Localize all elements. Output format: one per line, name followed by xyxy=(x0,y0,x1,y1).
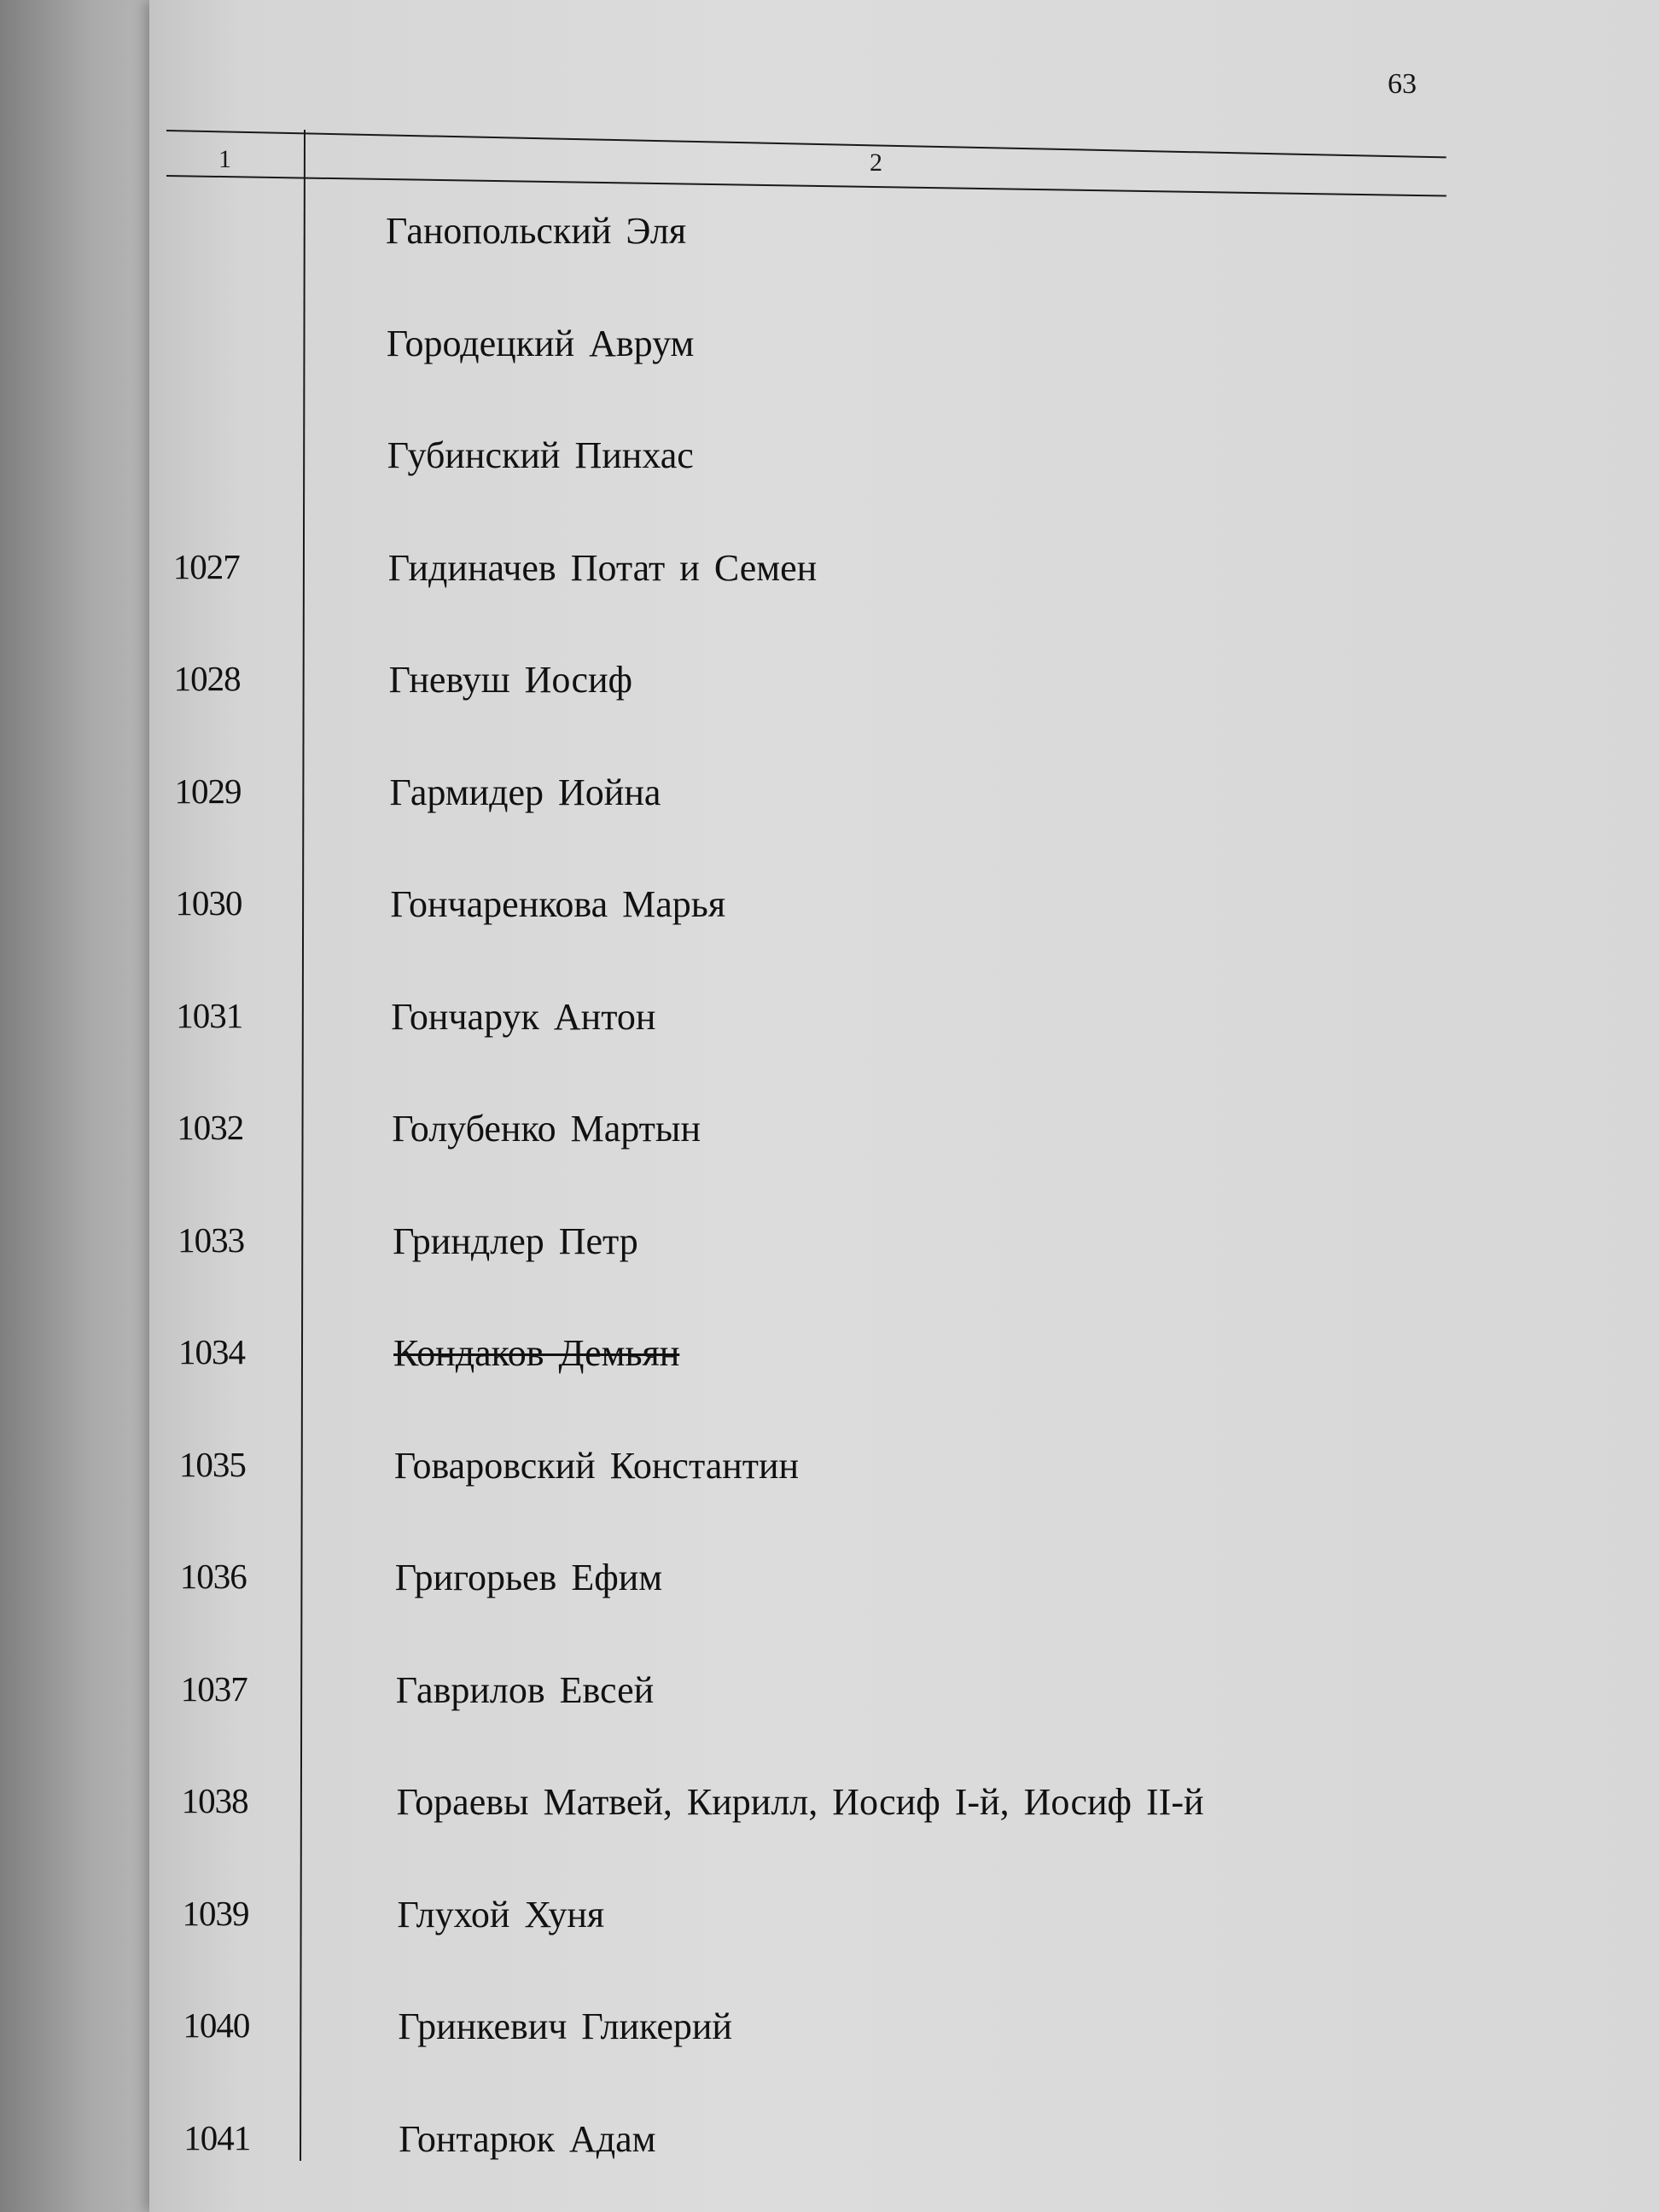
entry-number: 1039 xyxy=(182,1893,249,1933)
entry-number: 1041 xyxy=(183,2117,251,2157)
entry-name: Гораевы Матвей, Кирилл, Иосиф I-й, Иосиф II-й xyxy=(396,1781,1204,1823)
entry-name: Говаровский Константин xyxy=(393,1444,800,1487)
entry-number: 1029 xyxy=(174,771,242,811)
entry-number: 1028 xyxy=(173,659,241,698)
entry-number: 1038 xyxy=(181,1781,248,1820)
entry-name: Городецкий Аврум xyxy=(386,322,695,364)
entry-name: Гаврилов Евсей xyxy=(395,1668,655,1711)
entry-number: 1035 xyxy=(178,1444,246,1484)
entry-name: Голубенко Мартын xyxy=(392,1108,701,1150)
book-spine-shadow xyxy=(0,0,162,2212)
entry-name: Гонтарюк Адам xyxy=(399,2117,656,2160)
entry-number: 1033 xyxy=(178,1220,245,1260)
entry-number: 1036 xyxy=(179,1557,247,1596)
page-number: 63 xyxy=(1388,68,1417,100)
entry-name-struck-out: Кондаков Демьян xyxy=(393,1332,680,1374)
entry-name: Гидиначев Потат и Семен xyxy=(387,546,818,589)
entry-name: Гринкевич Гликерий xyxy=(398,2005,732,2047)
entry-number: 1027 xyxy=(172,546,240,586)
entry-number: 1031 xyxy=(176,995,243,1035)
entry-number: 1040 xyxy=(183,2005,250,2045)
column-header-name: 2 xyxy=(870,148,882,177)
entry-name: Губинский Пинхас xyxy=(387,434,694,476)
column-header-number: 1 xyxy=(218,145,231,173)
entry-name: Гончарук Антон xyxy=(391,995,656,1038)
entry-name: Гончаренкова Марья xyxy=(390,883,726,925)
entry-name: Гневуш Иосиф xyxy=(388,659,633,701)
entry-number: 1032 xyxy=(177,1108,244,1147)
entry-name: Григорьев Ефим xyxy=(394,1557,663,1598)
entry-number: 1030 xyxy=(175,883,242,923)
entry-name: Гармидер Иойна xyxy=(389,771,661,813)
entry-name: Ганопольский Эля xyxy=(386,210,687,252)
document-page xyxy=(149,0,1659,2212)
entry-name: Глухой Хуня xyxy=(397,1893,605,1936)
entry-name: Гриндлер Петр xyxy=(393,1220,638,1262)
entry-number: 1034 xyxy=(178,1332,245,1371)
entry-number: 1037 xyxy=(180,1668,247,1708)
